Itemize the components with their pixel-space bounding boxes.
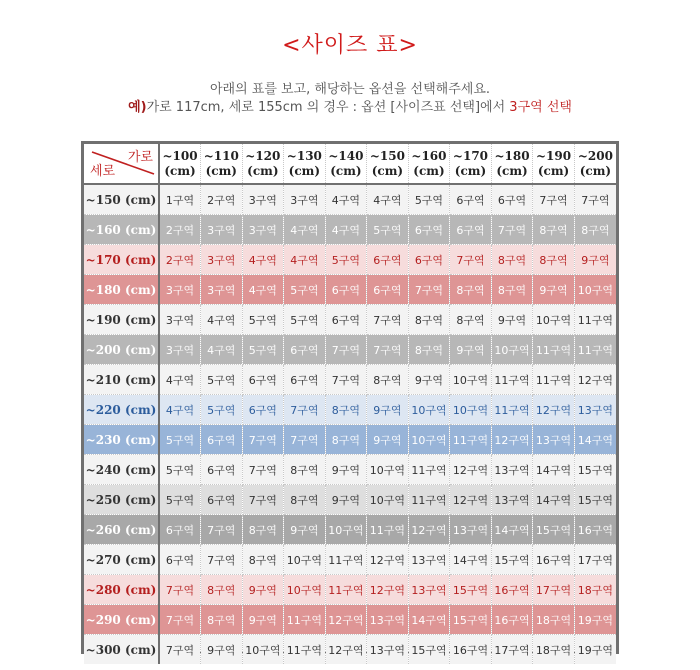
zone-cell: 19구역 — [574, 605, 616, 635]
zone-cell: 11구역 — [284, 605, 326, 635]
row-header: ~150 (cm) — [84, 184, 159, 215]
column-header — [408, 144, 450, 184]
zone-cell: 11구역 — [491, 395, 533, 425]
zone-cell: 11구역 — [574, 335, 616, 365]
column-header — [491, 144, 533, 184]
zone-cell: 15구역 — [574, 455, 616, 485]
zone-cell: 8구역 — [450, 275, 492, 305]
zone-cell: 6구역 — [242, 365, 284, 395]
zone-cell: 7구역 — [450, 245, 492, 275]
zone-cell: 19구역 — [574, 635, 616, 665]
table-row — [84, 335, 616, 365]
column-header-range: ~120 — [245, 148, 281, 163]
zone-cell: 13구역 — [408, 545, 450, 575]
table-header-row — [84, 144, 616, 184]
zone-cell: 14구역 — [533, 485, 575, 515]
zone-cell: 8구역 — [408, 305, 450, 335]
zone-cell: 6구역 — [408, 245, 450, 275]
column-header-range: ~190 — [535, 148, 572, 163]
zone-cell: 4구역 — [159, 395, 201, 425]
zone-cell: 13구역 — [367, 635, 409, 665]
column-header — [533, 144, 575, 184]
row-header: ~230 (cm) — [84, 425, 159, 455]
zone-cell: 4구역 — [284, 245, 326, 275]
zone-cell: 4구역 — [325, 215, 367, 245]
row-header: ~200 (cm) — [84, 335, 159, 365]
row-header: ~300 (cm) — [84, 635, 159, 665]
column-header-range: ~130 — [286, 148, 322, 163]
column-header-unit: (cm) — [454, 163, 487, 178]
zone-cell: 17구역 — [574, 545, 616, 575]
zone-cell: 9구역 — [242, 575, 284, 605]
zone-cell: 13구역 — [367, 605, 409, 635]
corner-cell — [84, 144, 159, 184]
column-header-range: ~100 — [162, 148, 198, 163]
zone-cell: 6구역 — [284, 365, 326, 395]
example-text — [0, 96, 700, 115]
zone-cell: 7구역 — [284, 395, 326, 425]
zone-cell: 14구역 — [574, 425, 616, 455]
zone-cell: 8구역 — [325, 425, 367, 455]
zone-cell: 9구역 — [491, 305, 533, 335]
column-header-range: ~150 — [369, 148, 405, 163]
table-row — [84, 455, 616, 485]
zone-cell: 6구역 — [159, 515, 201, 545]
zone-cell: 16구역 — [491, 605, 533, 635]
zone-cell: 15구역 — [533, 515, 575, 545]
zone-cell: 6구역 — [201, 485, 243, 515]
zone-cell: 9구역 — [533, 275, 575, 305]
zone-cell: 11구역 — [325, 545, 367, 575]
row-header: ~190 (cm) — [84, 305, 159, 335]
zone-cell: 6구역 — [450, 184, 492, 215]
zone-cell: 11구역 — [284, 635, 326, 665]
zone-cell: 13구역 — [408, 575, 450, 605]
row-header: ~280 (cm) — [84, 575, 159, 605]
column-header-range: ~140 — [328, 148, 364, 163]
size-table — [84, 144, 616, 664]
zone-cell: 7구역 — [408, 275, 450, 305]
zone-cell: 9구역 — [201, 635, 243, 665]
zone-cell: 12구역 — [491, 425, 533, 455]
zone-cell: 5구역 — [242, 335, 284, 365]
zone-cell: 14구역 — [450, 545, 492, 575]
zone-cell: 7구역 — [491, 215, 533, 245]
column-header-range: ~160 — [411, 148, 447, 163]
zone-cell: 5구역 — [325, 245, 367, 275]
zone-cell: 8구역 — [491, 245, 533, 275]
zone-cell: 5구역 — [201, 365, 243, 395]
zone-cell: 8구역 — [242, 545, 284, 575]
zone-cell: 4구역 — [201, 335, 243, 365]
zone-cell: 12구역 — [325, 605, 367, 635]
size-table-frame — [81, 141, 619, 657]
zone-cell: 4구역 — [284, 215, 326, 245]
zone-cell: 6구역 — [450, 215, 492, 245]
zone-cell: 5구역 — [408, 184, 450, 215]
column-header-unit: (cm) — [371, 163, 404, 178]
zone-cell: 8구역 — [533, 215, 575, 245]
zone-cell: 13구역 — [533, 425, 575, 455]
zone-cell: 9구역 — [408, 365, 450, 395]
zone-cell: 8구역 — [408, 335, 450, 365]
zone-cell: 7구역 — [201, 545, 243, 575]
column-header — [367, 144, 409, 184]
zone-cell: 3구역 — [159, 335, 201, 365]
table-row — [84, 184, 616, 215]
table-row — [84, 575, 616, 605]
table-body — [84, 184, 616, 664]
zone-cell: 2구역 — [159, 245, 201, 275]
zone-cell: 7구역 — [242, 455, 284, 485]
row-header: ~240 (cm) — [84, 455, 159, 485]
zone-cell: 9구역 — [284, 515, 326, 545]
column-header-range: ~200 — [577, 148, 613, 163]
column-header-range: ~170 — [452, 148, 489, 163]
table-row — [84, 485, 616, 515]
row-header: ~220 (cm) — [84, 395, 159, 425]
zone-cell: 6구역 — [159, 545, 201, 575]
example-prefix: 예) — [128, 100, 147, 115]
column-header-unit: (cm) — [579, 163, 612, 178]
zone-cell: 7구역 — [242, 485, 284, 515]
corner-label-width: 가로 — [127, 150, 153, 165]
zone-cell: 8구역 — [284, 485, 326, 515]
zone-cell: 4구역 — [159, 365, 201, 395]
zone-cell: 8구역 — [533, 245, 575, 275]
zone-cell: 8구역 — [450, 305, 492, 335]
zone-cell: 10구역 — [574, 275, 616, 305]
zone-cell: 15구역 — [450, 575, 492, 605]
row-header: ~260 (cm) — [84, 515, 159, 545]
zone-cell: 9구역 — [242, 605, 284, 635]
zone-cell: 11구역 — [574, 305, 616, 335]
zone-cell: 17구역 — [533, 575, 575, 605]
zone-cell: 3구역 — [242, 184, 284, 215]
zone-cell: 17구역 — [491, 635, 533, 665]
column-header — [201, 144, 243, 184]
zone-cell: 3구역 — [159, 275, 201, 305]
zone-cell: 8구역 — [367, 365, 409, 395]
zone-cell: 12구역 — [408, 515, 450, 545]
zone-cell: 1구역 — [159, 184, 201, 215]
zone-cell: 7구역 — [159, 575, 201, 605]
column-header-unit: (cm) — [537, 163, 570, 178]
zone-cell: 7구역 — [159, 605, 201, 635]
zone-cell: 15구역 — [408, 635, 450, 665]
page-title: <사이즈 표> — [282, 33, 418, 58]
column-header-unit: (cm) — [247, 163, 279, 178]
zone-cell: 18구역 — [533, 605, 575, 635]
row-header: ~210 (cm) — [84, 365, 159, 395]
column-header-unit: (cm) — [496, 163, 528, 178]
zone-cell: 13구역 — [450, 515, 492, 545]
column-header — [284, 144, 326, 184]
table-row — [84, 605, 616, 635]
zone-cell: 12구역 — [574, 365, 616, 395]
zone-cell: 10구역 — [284, 575, 326, 605]
zone-cell: 6구역 — [201, 455, 243, 485]
zone-cell: 7구역 — [325, 365, 367, 395]
table-row — [84, 425, 616, 455]
zone-cell: 9구역 — [450, 335, 492, 365]
zone-cell: 14구역 — [491, 515, 533, 545]
zone-cell: 16구역 — [533, 545, 575, 575]
zone-cell: 8구역 — [284, 455, 326, 485]
zone-cell: 4구역 — [367, 184, 409, 215]
column-header-unit: (cm) — [330, 163, 362, 178]
corner-label-height: 세로 — [90, 164, 116, 179]
column-header-unit: (cm) — [164, 163, 196, 178]
column-header — [574, 144, 616, 184]
zone-cell: 10구역 — [408, 395, 450, 425]
zone-cell: 6구역 — [201, 425, 243, 455]
zone-cell: 3구역 — [201, 215, 243, 245]
zone-cell: 12구역 — [325, 635, 367, 665]
zone-cell: 5구역 — [367, 215, 409, 245]
table-row — [84, 635, 616, 665]
zone-cell: 8구역 — [201, 605, 243, 635]
column-header — [159, 144, 201, 184]
zone-cell: 11구역 — [533, 365, 575, 395]
zone-cell: 14구역 — [408, 605, 450, 635]
zone-cell: 13구역 — [574, 395, 616, 425]
zone-cell: 12구역 — [367, 575, 409, 605]
zone-cell: 13구역 — [491, 455, 533, 485]
zone-cell: 15구역 — [491, 545, 533, 575]
column-header-unit: (cm) — [413, 163, 445, 178]
example-answer: 3구역 선택 — [509, 100, 572, 115]
zone-cell: 10구역 — [284, 545, 326, 575]
row-header: ~250 (cm) — [84, 485, 159, 515]
zone-cell: 9구역 — [367, 395, 409, 425]
zone-cell: 6구역 — [408, 215, 450, 245]
zone-cell: 2구역 — [159, 215, 201, 245]
column-header-range: ~110 — [203, 148, 239, 163]
row-header: ~170 (cm) — [84, 245, 159, 275]
table-row — [84, 365, 616, 395]
column-header-unit: (cm) — [288, 163, 321, 178]
zone-cell: 5구역 — [159, 455, 201, 485]
zone-cell: 6구역 — [284, 335, 326, 365]
zone-cell: 5구역 — [284, 305, 326, 335]
zone-cell: 11구역 — [325, 575, 367, 605]
zone-cell: 15구역 — [450, 605, 492, 635]
zone-cell: 9구역 — [367, 425, 409, 455]
column-header — [450, 144, 492, 184]
column-header-range: ~180 — [494, 148, 530, 163]
zone-cell: 8구역 — [491, 275, 533, 305]
table-row — [84, 305, 616, 335]
zone-cell: 8구역 — [325, 395, 367, 425]
zone-cell: 10구역 — [491, 335, 533, 365]
zone-cell: 4구역 — [201, 305, 243, 335]
table-row — [84, 245, 616, 275]
zone-cell: 5구역 — [242, 305, 284, 335]
zone-cell: 5구역 — [159, 485, 201, 515]
zone-cell: 3구역 — [284, 184, 326, 215]
zone-cell: 10구역 — [325, 515, 367, 545]
column-header — [242, 144, 284, 184]
zone-cell: 3구역 — [201, 245, 243, 275]
instruction-text: 아래의 표를 보고, 해당하는 옵션을 선택해주세요. — [209, 82, 491, 97]
zone-cell: 11구역 — [450, 425, 492, 455]
zone-cell: 12구역 — [450, 455, 492, 485]
zone-cell: 16구역 — [450, 635, 492, 665]
zone-cell: 7구역 — [325, 335, 367, 365]
zone-cell: 7구역 — [159, 635, 201, 665]
row-header: ~270 (cm) — [84, 545, 159, 575]
zone-cell: 6구역 — [367, 245, 409, 275]
zone-cell: 3구역 — [242, 215, 284, 245]
zone-cell: 7구역 — [367, 335, 409, 365]
zone-cell: 4구역 — [325, 184, 367, 215]
zone-cell: 10구역 — [450, 365, 492, 395]
zone-cell: 8구역 — [574, 215, 616, 245]
zone-cell: 18구역 — [574, 575, 616, 605]
zone-cell: 5구역 — [201, 395, 243, 425]
zone-cell: 13구역 — [491, 485, 533, 515]
zone-cell: 4구역 — [242, 245, 284, 275]
zone-cell: 15구역 — [574, 485, 616, 515]
zone-cell: 11구역 — [491, 365, 533, 395]
zone-cell: 3구역 — [159, 305, 201, 335]
zone-cell: 8구역 — [242, 515, 284, 545]
zone-cell: 2구역 — [201, 184, 243, 215]
zone-cell: 6구역 — [325, 305, 367, 335]
zone-cell: 9구역 — [325, 485, 367, 515]
zone-cell: 12구역 — [367, 545, 409, 575]
zone-cell: 7구역 — [242, 425, 284, 455]
zone-cell: 8구역 — [201, 575, 243, 605]
zone-cell: 9구역 — [574, 245, 616, 275]
row-header: ~160 (cm) — [84, 215, 159, 245]
table-row — [84, 215, 616, 245]
table-row — [84, 515, 616, 545]
example-body: 가로 117cm, 세로 155cm 의 경우 : 옵션 [사이즈표 선택]에서 — [146, 100, 506, 115]
zone-cell: 7구역 — [284, 425, 326, 455]
zone-cell: 10구역 — [367, 455, 409, 485]
zone-cell: 10구역 — [533, 305, 575, 335]
row-header: ~180 (cm) — [84, 275, 159, 305]
zone-cell: 5구역 — [159, 425, 201, 455]
zone-cell: 7구역 — [367, 305, 409, 335]
zone-cell: 16구역 — [491, 575, 533, 605]
zone-cell: 6구역 — [491, 184, 533, 215]
zone-cell: 12구역 — [450, 485, 492, 515]
zone-cell: 11구역 — [408, 485, 450, 515]
zone-cell: 12구역 — [533, 395, 575, 425]
zone-cell: 11구역 — [533, 335, 575, 365]
zone-cell: 14구역 — [533, 455, 575, 485]
column-header — [325, 144, 367, 184]
table-row — [84, 395, 616, 425]
zone-cell: 7구역 — [201, 515, 243, 545]
zone-cell: 6구역 — [367, 275, 409, 305]
zone-cell: 11구역 — [408, 455, 450, 485]
zone-cell: 6구역 — [242, 395, 284, 425]
zone-cell: 7구역 — [574, 184, 616, 215]
zone-cell: 9구역 — [325, 455, 367, 485]
zone-cell: 3구역 — [201, 275, 243, 305]
zone-cell: 6구역 — [325, 275, 367, 305]
zone-cell: 4구역 — [242, 275, 284, 305]
zone-cell: 10구역 — [450, 395, 492, 425]
zone-cell: 5구역 — [284, 275, 326, 305]
zone-cell: 11구역 — [367, 515, 409, 545]
column-header-unit: (cm) — [205, 163, 237, 178]
zone-cell: 18구역 — [533, 635, 575, 665]
table-row — [84, 545, 616, 575]
zone-cell: 10구역 — [408, 425, 450, 455]
zone-cell: 10구역 — [242, 635, 284, 665]
zone-cell: 7구역 — [533, 184, 575, 215]
row-header: ~290 (cm) — [84, 605, 159, 635]
zone-cell: 16구역 — [574, 515, 616, 545]
zone-cell: 10구역 — [367, 485, 409, 515]
table-row — [84, 275, 616, 305]
